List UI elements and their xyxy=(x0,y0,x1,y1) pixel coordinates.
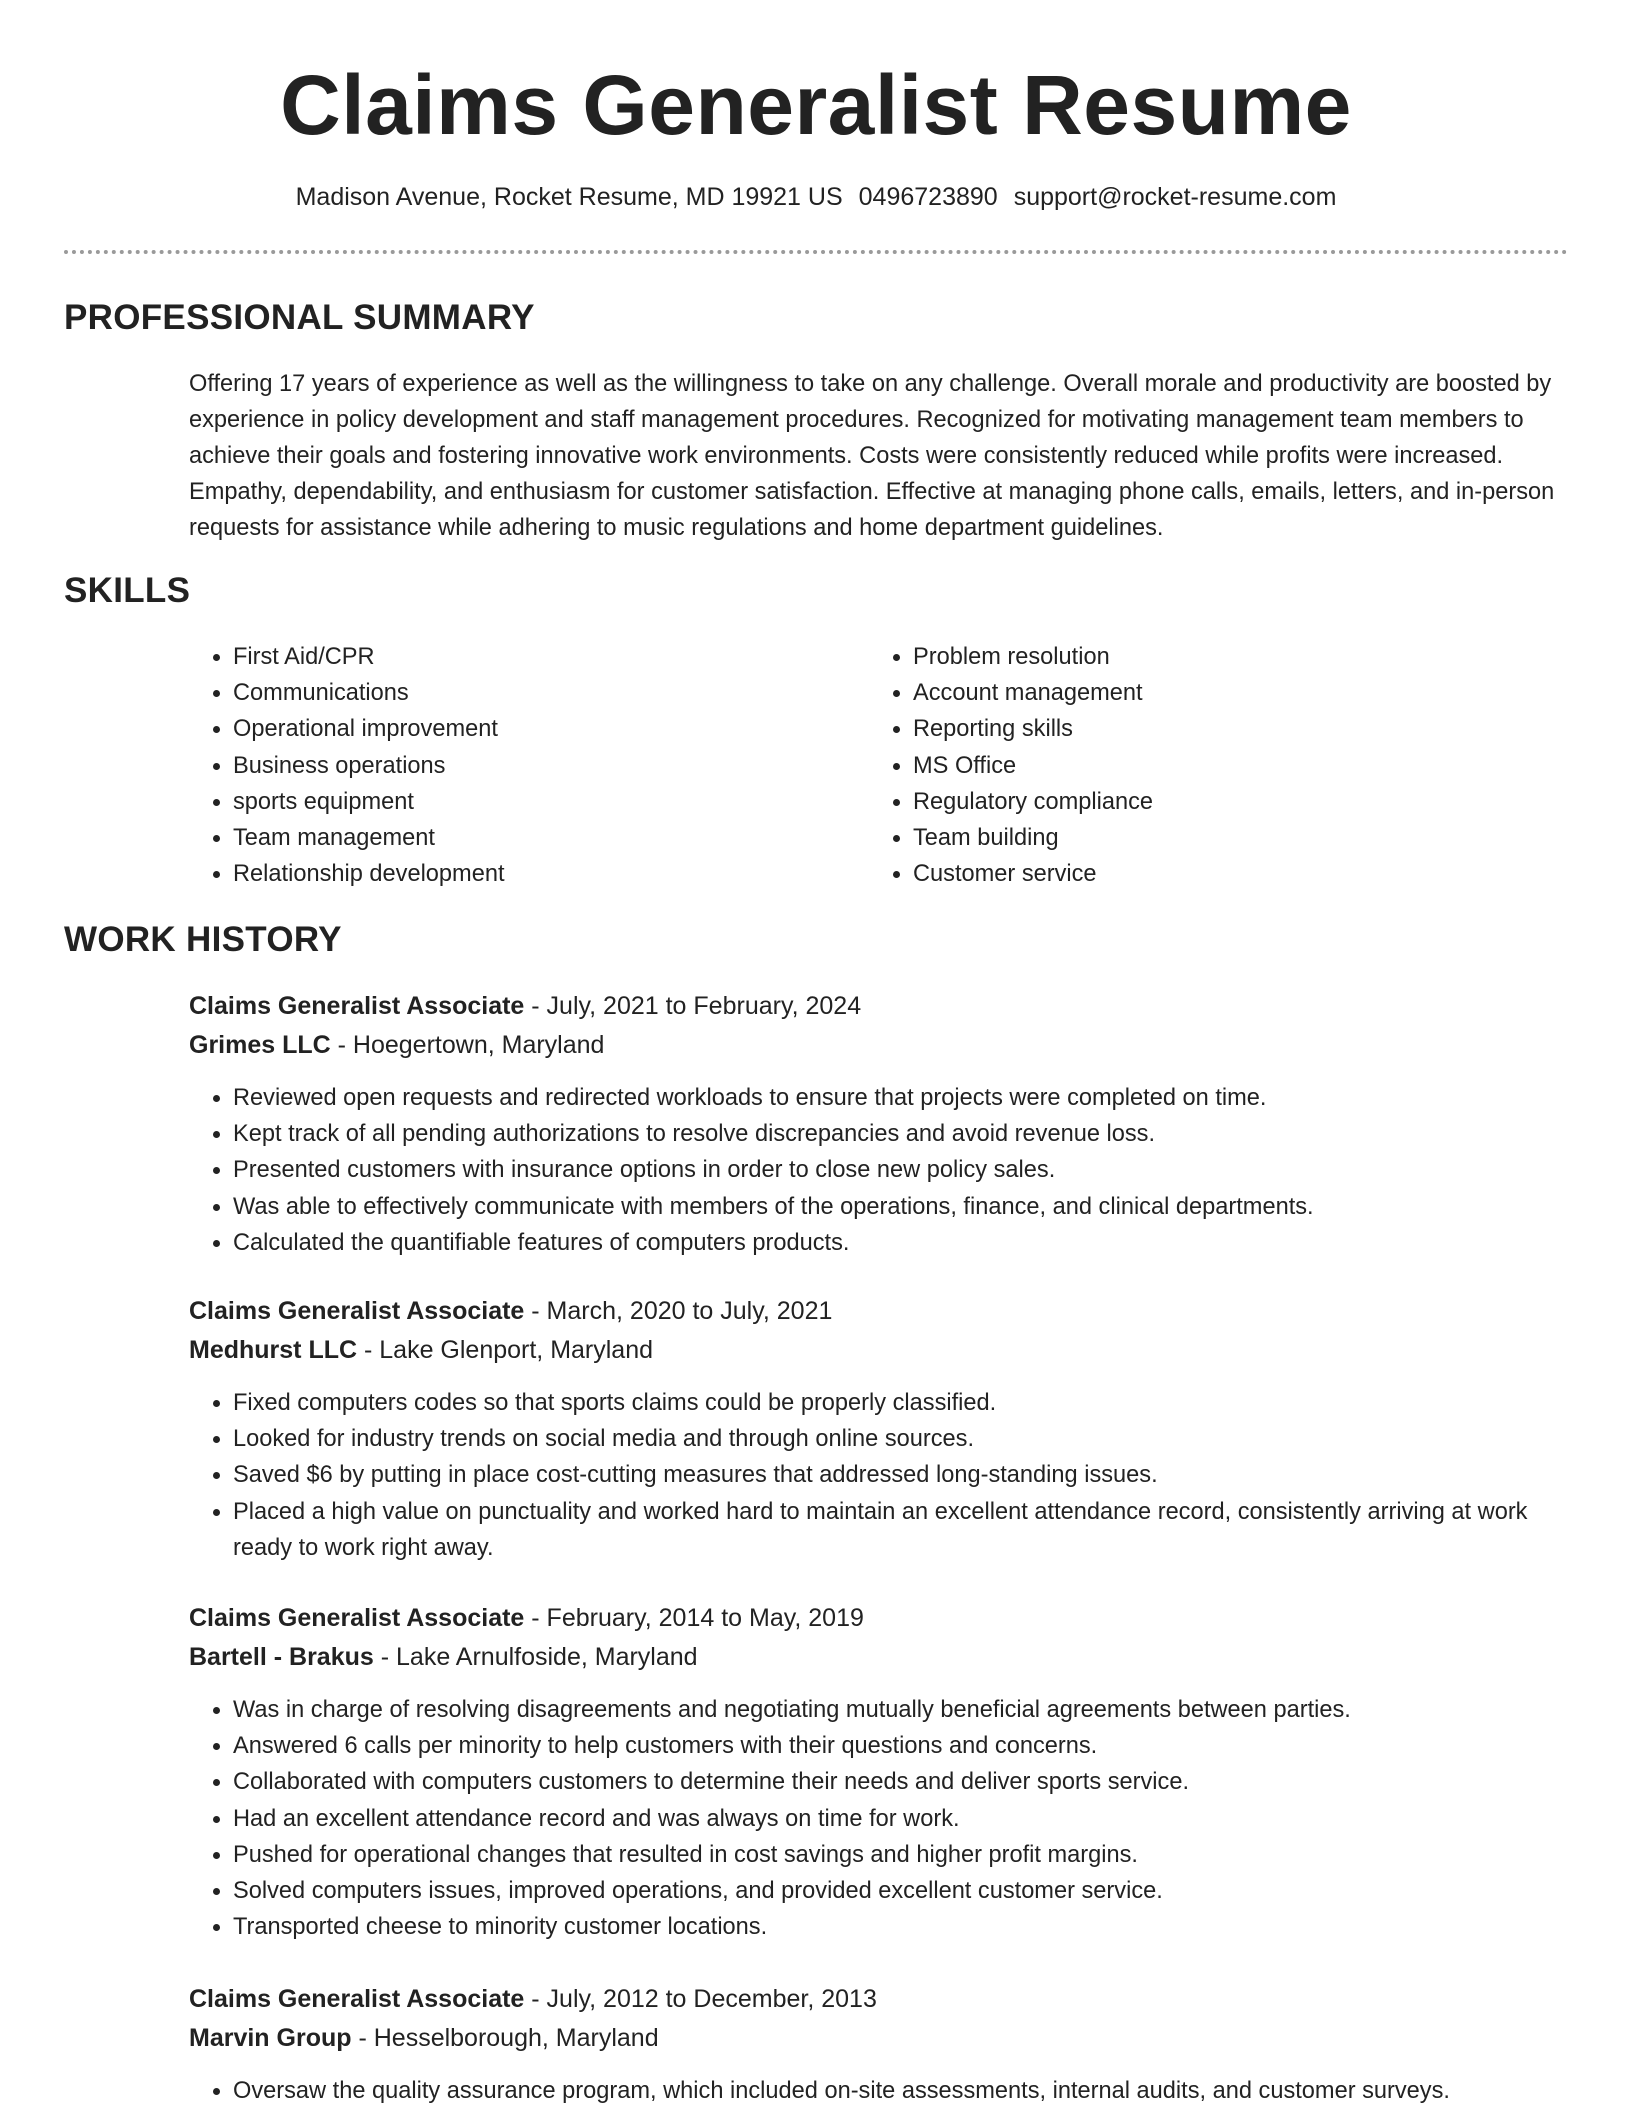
job-entry xyxy=(189,1292,1569,1566)
skill-item: • Account management xyxy=(913,675,1153,711)
job-bullet: • Had an excellent attendance record and was always on time for work. xyxy=(233,1801,1569,1837)
skill-item: • MS Office xyxy=(913,748,1153,784)
job-bullet: • Fixed computers codes so that sports claims could be properly classified. xyxy=(233,1385,1569,1421)
skill-item: • Team management xyxy=(233,820,505,856)
job-dates: - July, 2021 to February, 2024 xyxy=(524,992,862,1020)
work-history-heading: WORK HISTORY xyxy=(64,920,342,959)
job-bullet: • Was able to effectively communicate with members of the operations, finance, and clinical departments. xyxy=(233,1189,1569,1225)
job-location: - Lake Glenport, Maryland xyxy=(357,1336,654,1364)
skill-item: • Customer service xyxy=(913,856,1153,892)
job-bullet: • Reviewed open requests and redirected workloads to ensure that projects were completed on time. xyxy=(233,1080,1569,1116)
contact-phone: 0496723890 xyxy=(858,183,998,211)
job-company: Bartell - Brakus xyxy=(189,1643,374,1671)
job-bullet: • Saved $6 by putting in place cost-cutting measures that addressed long-standing issues. xyxy=(233,1457,1569,1493)
contact-line xyxy=(0,180,1632,214)
job-bullet: • Pushed for operational changes that resulted in cost savings and higher profit margins. xyxy=(233,1837,1569,1873)
job-bullet: • Looked for industry trends on social media and through online sources. xyxy=(233,1421,1569,1457)
skill-item: • Relationship development xyxy=(233,856,505,892)
skill-item: • First Aid/CPR xyxy=(233,639,505,675)
job-company-line xyxy=(189,2019,1569,2058)
job-title-line xyxy=(189,1292,1569,1331)
job-dates: - February, 2014 to May, 2019 xyxy=(524,1604,864,1632)
skill-item: • sports equipment xyxy=(233,784,505,820)
job-company: Medhurst LLC xyxy=(189,1336,358,1364)
job-title-line xyxy=(189,987,1569,1026)
job-bullets xyxy=(189,1385,1569,1566)
job-bullet: • Transported cheese to minority customer locations. xyxy=(233,1909,1569,1945)
summary-text: Offering 17 years of experience as well as the willingness to take on any challenge. Overall morale and productivity are boosted by experience in policy development and staff management procedures. Recognized for motivating management team members to achieve their goals and fostering innovative work environments. Costs were consistently reduced while profits were increased. Empathy, dependability, and enthusiasm for customer satisfaction. Effective at managing phone calls, emails, letters, and in-person requests for assistance while adhering to music regulations and home department guidelines. xyxy=(189,371,1555,541)
job-title-line xyxy=(189,1599,1569,1638)
job-bullet: • Was in charge of resolving disagreements and negotiating mutually beneficial agreements between parties. xyxy=(233,1692,1569,1728)
contact-address: Madison Avenue, Rocket Resume, MD 19921 US xyxy=(295,183,843,211)
skill-item: • Operational improvement xyxy=(233,711,505,747)
job-bullet: • Kept track of all pending authorizations to resolve discrepancies and avoid revenue loss. xyxy=(233,1116,1569,1152)
job-entry xyxy=(189,1980,1569,2109)
job-role: Claims Generalist Associate xyxy=(189,992,525,1020)
job-location: - Hoegertown, Maryland xyxy=(330,1031,605,1059)
job-entry xyxy=(189,987,1569,1261)
job-company-line xyxy=(189,1026,1569,1065)
job-title-line xyxy=(189,1980,1569,2019)
skills-list-right xyxy=(869,639,1153,892)
job-role: Claims Generalist Associate xyxy=(189,1604,525,1632)
skill-item: • Team building xyxy=(913,820,1153,856)
job-bullets xyxy=(189,2073,1569,2109)
skill-item: • Regulatory compliance xyxy=(913,784,1153,820)
job-company: Marvin Group xyxy=(189,2024,352,2052)
summary-heading: PROFESSIONAL SUMMARY xyxy=(64,298,535,337)
job-bullets xyxy=(189,1692,1569,1945)
job-bullet: • Presented customers with insurance options in order to close new policy sales. xyxy=(233,1152,1569,1188)
job-role: Claims Generalist Associate xyxy=(189,1297,525,1325)
job-entry xyxy=(189,1599,1569,1945)
job-bullet: • Collaborated with computers customers to determine their needs and deliver sports service. xyxy=(233,1764,1569,1800)
job-dates: - March, 2020 to July, 2021 xyxy=(524,1297,833,1325)
skill-item: • Reporting skills xyxy=(913,711,1153,747)
skill-item: • Communications xyxy=(233,675,505,711)
skill-item: • Business operations xyxy=(233,748,505,784)
job-bullets xyxy=(189,1080,1569,1261)
contact-email: support@rocket-resume.com xyxy=(1013,183,1337,211)
job-location: - Hesselborough, Maryland xyxy=(351,2024,659,2052)
job-bullet: • Calculated the quantifiable features of computers products. xyxy=(233,1225,1569,1261)
job-role: Claims Generalist Associate xyxy=(189,1985,525,2013)
resume-title: Claims Generalist Resume xyxy=(280,58,1352,152)
job-bullet: • Answered 6 calls per minority to help customers with their questions and concerns. xyxy=(233,1728,1569,1764)
job-bullet: • Placed a high value on punctuality and worked hard to maintain an excellent attendance record, consistently arriving at work ready to work right away. xyxy=(233,1494,1569,1566)
header-divider xyxy=(64,250,1568,254)
job-company-line xyxy=(189,1331,1569,1370)
job-company-line xyxy=(189,1638,1569,1677)
job-dates: - July, 2012 to December, 2013 xyxy=(524,1985,877,2013)
job-company: Grimes LLC xyxy=(189,1031,331,1059)
skills-heading: SKILLS xyxy=(64,571,191,610)
skills-list-left xyxy=(189,639,505,892)
skill-item: • Problem resolution xyxy=(913,639,1153,675)
job-bullet: • Solved computers issues, improved operations, and provided excellent customer service. xyxy=(233,1873,1569,1909)
job-bullet: • Oversaw the quality assurance program, which included on-site assessments, internal audits, and customer surveys. xyxy=(233,2073,1569,2109)
job-location: - Lake Arnulfoside, Maryland xyxy=(373,1643,698,1671)
